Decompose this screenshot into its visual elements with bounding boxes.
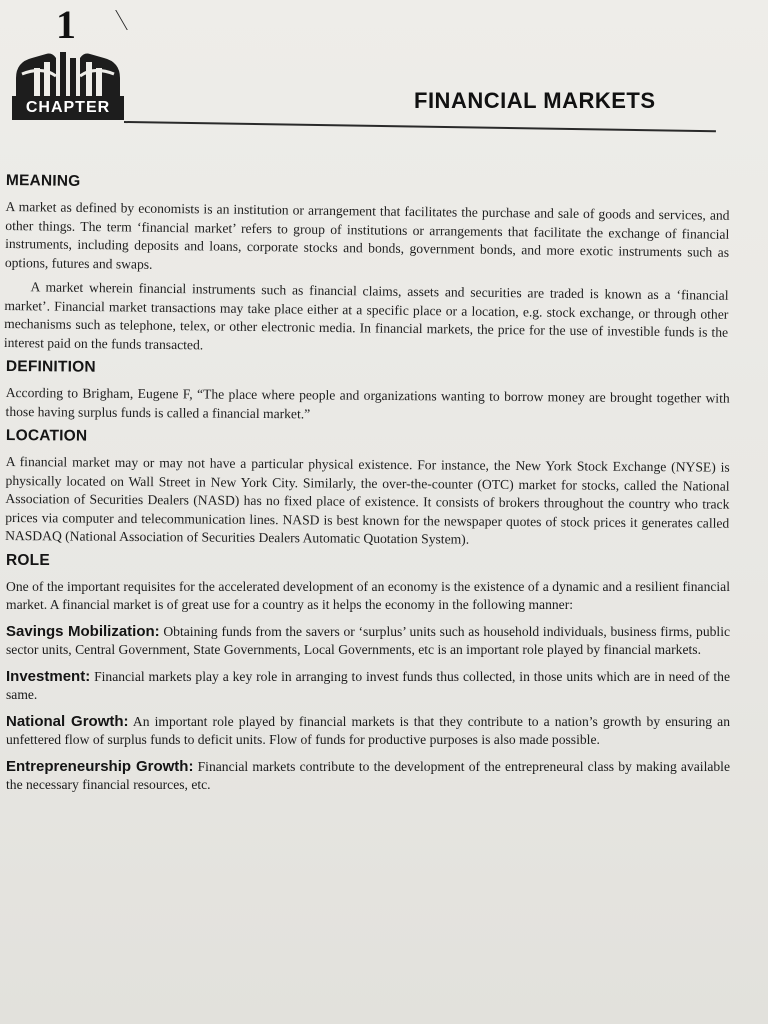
role-term: Investment: bbox=[6, 667, 91, 685]
chapter-number: 1 bbox=[56, 2, 76, 47]
role-text: Financial markets play a key role in arranging to invest funds thus collected, in those units which are in need of the same. bbox=[6, 668, 730, 702]
meaning-paragraph-2: A market wherein financial instruments such as financial claims, assets and securities are traded is known as a ‘financial market’. Financial market transactions may take place either at a specific place or a location, e.g. stock exchange, or through other mechanisms such as telephone, telex, or other electronic media. In financial markets, the price for the use of investible funds is the interest paid on the funds transacted. bbox=[3, 279, 729, 352]
chapter-tab-line bbox=[100, 10, 128, 30]
role-text: Obtaining funds from the savers or ‘surplus’ units such as household individuals, business firms, public sector units, Central Government, State Governments, Local Governments, etc is an important role played by financial markets. bbox=[6, 623, 730, 657]
section-definition bbox=[6, 358, 730, 427]
section-role bbox=[6, 552, 730, 795]
heading-location: LOCATION bbox=[5, 427, 88, 445]
role-text: Financial markets contribute to the development of the entrepreneural class by making available the necessary financial resources, etc. bbox=[6, 758, 730, 792]
definition-paragraph: According to Brigham, Eugene F, “The place where people and organizations wanting to borrow money are brought together with those having surplus funds is called a financial market.” bbox=[5, 384, 730, 421]
role-item-entrepreneurship bbox=[6, 758, 730, 795]
heading-meaning: MEANING bbox=[5, 172, 81, 190]
role-item-national-growth bbox=[6, 713, 730, 750]
section-location bbox=[5, 427, 730, 551]
chapter-emblem-icon bbox=[12, 48, 124, 96]
role-intro: One of the important requisites for the accelerated development of an economy is the existence of a dynamic and a resilient financial market. A financial market is of great use for a country as it helps the economy in the following manner: bbox=[6, 578, 730, 612]
chapter-title: FINANCIAL MARKETS bbox=[414, 88, 656, 113]
heading-role: ROLE bbox=[6, 551, 50, 569]
role-text: An important role played by financial markets is that they contribute to a nation’s growth by ensuring an unfettered flow of surplus funds to deficit units. Flow of funds for productive purposes is also made possible. bbox=[6, 713, 730, 747]
meaning-paragraph-1: A market as defined by economists is an institution or arrangement that facilitates the purchase and sale of goods and services, and other things. The term ‘financial market’ refers to group of institutions or arrangements that facilitate the exchange of financial instruments, including deposits and loans, corporate stocks and bonds, government bonds, and more exotic instruments such as options, futures and swaps. bbox=[4, 198, 730, 272]
role-term: National Growth: bbox=[6, 712, 129, 730]
role-item-savings bbox=[6, 623, 730, 660]
chapter-label: CHAPTER bbox=[12, 96, 124, 120]
role-term: Entrepreneurship Growth: bbox=[6, 757, 194, 775]
section-meaning bbox=[4, 172, 730, 361]
role-term: Savings Mobilization: bbox=[6, 622, 160, 640]
role-item-investment bbox=[6, 668, 730, 705]
chapter-content bbox=[3, 166, 730, 801]
heading-definition: DEFINITION bbox=[5, 358, 96, 376]
location-paragraph: A financial market may or may not have a particular physical existence. For instance, the New York Stock Exchange (NYSE) is physically located on Wall Street in New York City. Similarly, the over-the-counter (OTC) market for stocks, called the National Association of Securities Dealers (NASD) has no fixed place of existence. It consists of brokers throughout the country who track prices via computer and telecommunication lines. NASD is best known for the newspaper quotes of stock prices it generates called NASDAQ (National Association of Securities Dealers Automatic Quotation System). bbox=[5, 453, 730, 547]
chapter-badge bbox=[6, 4, 124, 118]
header-rule bbox=[124, 121, 716, 132]
